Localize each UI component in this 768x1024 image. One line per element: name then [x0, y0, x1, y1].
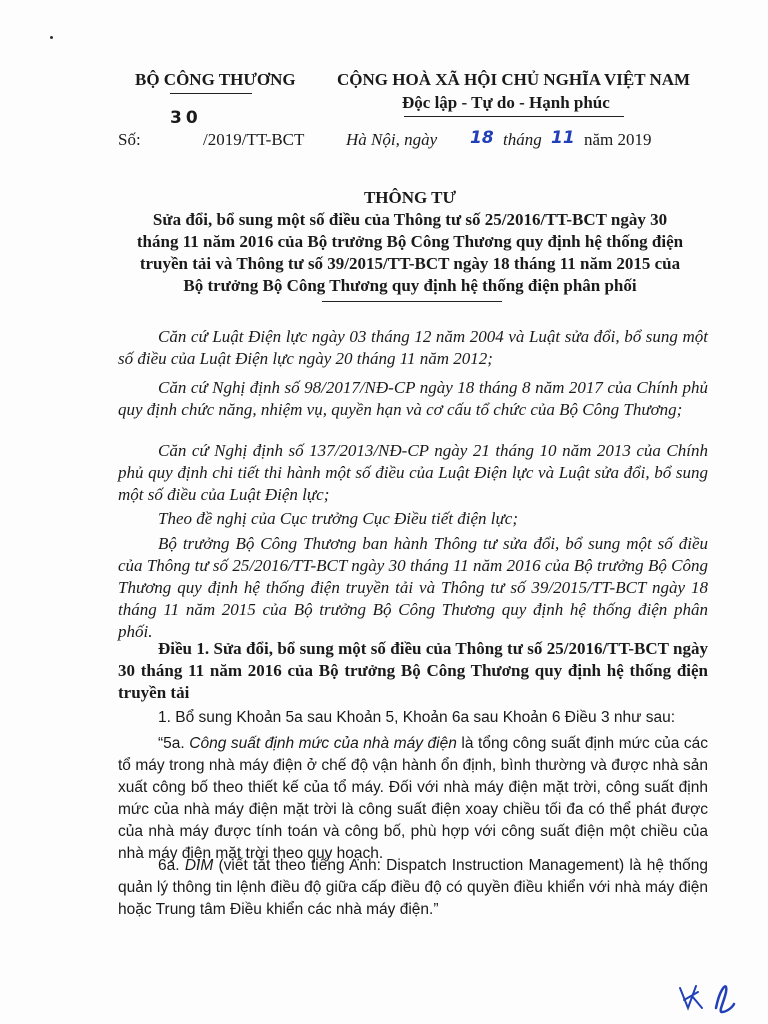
- title-line-1: Sửa đổi, bổ sung một số điều của Thông tư số 25/2016/TT-BCT ngày 30: [152, 210, 668, 229]
- article-1-heading: Điều 1. Sửa đổi, bổ sung một số điều của Thông tư số 25/2016/TT-BCT ngày 30 tháng 11 năm 2016 của Bộ trưởng Bộ Công Thương quy định hệ thống điện truyền tải: [118, 639, 708, 702]
- republic-name: CỘNG HOÀ XÃ HỘI CHỦ NGHĨA VIỆT NAM: [337, 70, 691, 89]
- preamble-issuance: Bộ trưởng Bộ Công Thương ban hành Thông tư sửa đổi, bổ sung một số điều của Thông tư số 25/2016/TT-BCT ngày 30 tháng 11 năm 2016 của Bộ trưởng Bộ Công Thương quy định hệ thống điện truyền tải và Thông tư số 39/2015/TT-BCT ngày 18 tháng 11 năm 2015 của Bộ trưởng Bộ Công Thương quy định hệ thống điện phân phối.: [118, 534, 708, 641]
- ministry-name: BỘ CÔNG THƯƠNG: [135, 70, 296, 89]
- title-underline: [322, 301, 502, 302]
- clause-6a-lead: 6a.: [158, 857, 185, 874]
- preamble-decree-98: Căn cứ Nghị định số 98/2017/NĐ-CP ngày 18 tháng 8 năm 2017 của Chính phủ quy định chức năng, nhiệm vụ, quyền hạn và cơ cấu tổ chức của Bộ Công Thương;: [118, 378, 708, 419]
- initials-signature-icon: [676, 978, 746, 1018]
- handwritten-initials: [676, 978, 746, 1023]
- document-type-heading: THÔNG TƯ: [363, 188, 457, 207]
- article-1-clause-5a: [118, 733, 708, 865]
- scan-dot: [50, 36, 53, 39]
- clause-6a-term: DIM: [184, 857, 214, 874]
- date-year: năm 2019: [584, 130, 652, 149]
- preamble-proposal: Theo đề nghị của Cục trưởng Cục Điều tiết điện lực;: [158, 509, 518, 528]
- date-month: 11: [551, 128, 575, 148]
- number-label: Số:: [118, 130, 141, 149]
- article-1-clause-6a: [118, 855, 708, 921]
- date-day: 18: [470, 128, 494, 148]
- clause-5a-term: Công suất định mức của nhà máy điện: [189, 735, 457, 752]
- ministry-underline: [170, 93, 252, 94]
- date-month-label: tháng: [503, 130, 542, 149]
- date-prefix: Hà Nội, ngày: [346, 130, 438, 149]
- title-line-4: Bộ trưởng Bộ Công Thương quy định hệ thống điện phân phối: [183, 276, 637, 295]
- national-motto: Độc lập - Tự do - Hạnh phúc: [402, 93, 610, 112]
- motto-underline: [404, 116, 624, 117]
- preamble-decree-137: Căn cứ Nghị định số 137/2013/NĐ-CP ngày 21 tháng 10 năm 2013 của Chính phủ quy định chi tiết thi hành một số điều của Luật Điện lực và Luật sửa đổi, bổ sung một số điều của Luật Điện lực;: [118, 441, 708, 504]
- title-line-2: tháng 11 năm 2016 của Bộ trưởng Bộ Công Thương quy định hệ thống điện: [136, 232, 684, 251]
- preamble-law-electricity: Căn cứ Luật Điện lực ngày 03 tháng 12 năm 2004 và Luật sửa đổi, bổ sung một số điều của Luật Điện lực ngày 20 tháng 11 năm 2012;: [118, 327, 708, 368]
- title-line-3: truyền tải và Thông tư số 39/2015/TT-BCT ngày 18 tháng 11 năm 2015 của: [139, 254, 681, 273]
- article-1-item-1: 1. Bổ sung Khoản 5a sau Khoản 5, Khoản 6a sau Khoản 6 Điều 3 như sau:: [158, 709, 676, 726]
- clause-5a-text: là tổng công suất định mức của các tổ máy trong nhà máy điện ở chế độ vận hành ổn định, bình thường và được nhà sản xuất công bố theo thiết kế của tổ máy. Đối với nhà máy điện mặt trời, công suất định mức của nhà máy điện mặt trời là công suất điện xoay chiều tối đa có thể phát được của nhà máy được tính toán và công bố, phù hợp với công suất điện một chiều của nhà máy điện mặt trời theo quy hoạch.: [118, 735, 709, 862]
- document-number-suffix: /2019/TT-BCT: [203, 130, 305, 149]
- document-number-handwritten: 30: [170, 108, 202, 128]
- clause-6a-text: (viết tắt theo tiếng Anh: Dispatch Instruction Management) là hệ thống quản lý thông tin lệnh điều độ giữa cấp điều độ có quyền điều khiển với nhà máy điện hoặc Trung tâm Điều khiển các nhà máy điện.”: [118, 857, 708, 918]
- clause-5a-lead: “5a.: [158, 735, 190, 752]
